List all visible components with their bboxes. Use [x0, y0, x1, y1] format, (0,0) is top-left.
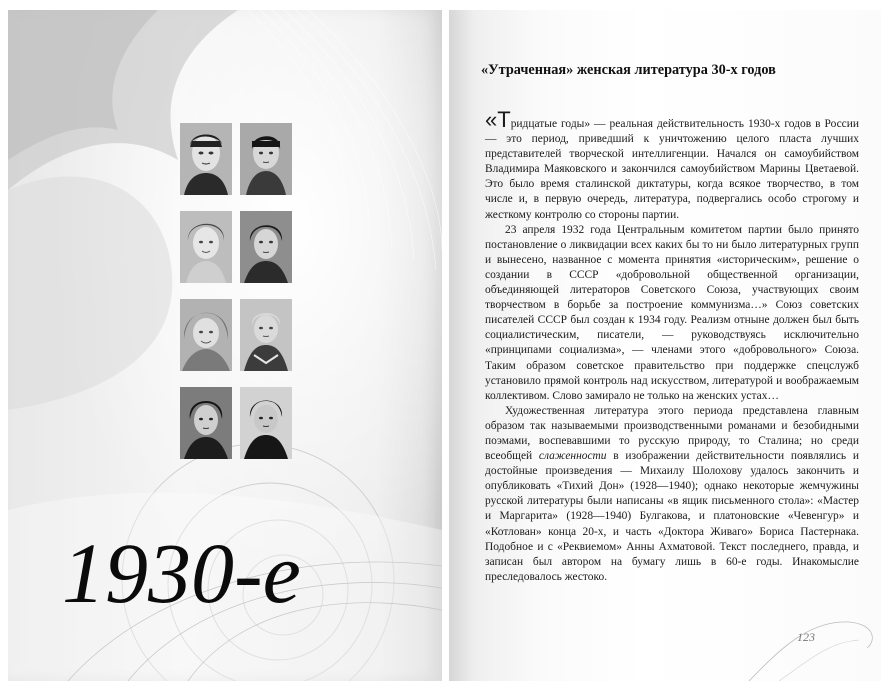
portrait-photo [240, 299, 292, 371]
page-number: 123 [797, 630, 815, 644]
right-page [449, 10, 881, 681]
dropcap-quote: « [485, 107, 498, 132]
left-page [8, 10, 442, 681]
paragraph [485, 404, 859, 585]
portrait-photo [180, 387, 232, 459]
portrait-photo [180, 299, 232, 371]
paragraph: 23 апреля 1932 года Центральным комитетом партии было принято постановление о ликвидации всех каких бы то ни было литературных групп и вынесено, названное с момента принятия «историческим», решение о создании в СССР «добровольной общественной организации, объединяющей литераторов Советского Союза, участвующих своим творчеством в борьбе за построение коммунизма…» Союз советских писателей СССР был создан к 1934 году. Реализм отныне должен был быть социалистическим, писатели, — руководствуясь исключительно «принципами социализма», — членами этого «добровольного» Союза. Таким образом советское правительство при поддержке спецслужб установило прямой контроль над искусством, литературой и воображаемым коллективом. Слово замирало не только на женских устах… [485, 223, 859, 402]
portrait-photo [240, 387, 292, 459]
article-title: «Утраченная» женская литература 30-х годов [481, 62, 776, 78]
italic-word: слаженности [538, 450, 607, 463]
paragraph-text: в изображении действительности появлялись и достойные произведения — Михаилу Шолохову удалось закончить и опубликовать «Тихий Дон» (1928—1940); однако некоторые жемчужины русской литературы были написаны «в ящик письменного стола»: «Мастер и Маргарита» (1928—1940) Булгакова, и платоновские «Чевенгур» и «Котлован» конца 20-х, и часть «Доктора Живаго» Бориса Пастернака. Подобное и с «Реквиемом» Анны Ахматовой. Текст последнего, правда, и записан был автором на бумагу лишь в 60-е годы. Инакомыслие преследовалось жестоко. [485, 450, 859, 583]
portrait-photo [240, 123, 292, 195]
portrait-photo [180, 211, 232, 283]
portrait-photo [180, 123, 232, 195]
portrait-photo [240, 211, 292, 283]
paragraph-text: ридцатые годы» — реальная действительность 1930-х годов в России — это период, приведший к уничтожению целого пласта лучших представителей творческой интеллигенции. Начался он самоубийством Владимира Маяковского и закончился самоубийством Марины Цветаевой. Это было время сталинской диктатуры, когда всякое творчество, в том числе и, в первую очередь, литература, подвергались особо строгому и жесткому контролю со стороны партии. [485, 118, 859, 221]
decade-title: 1930-е [62, 525, 301, 621]
paragraph [485, 107, 859, 223]
article-body [485, 107, 859, 585]
dropcap-letter: Т [497, 107, 511, 132]
paragraph-text: Художественная литература этого периода представлена главным образом так называемыми производственными романами и безобидными поэмами, воспевавшими то русскую природу, то Сталина; но среди всеобщей [485, 404, 859, 463]
